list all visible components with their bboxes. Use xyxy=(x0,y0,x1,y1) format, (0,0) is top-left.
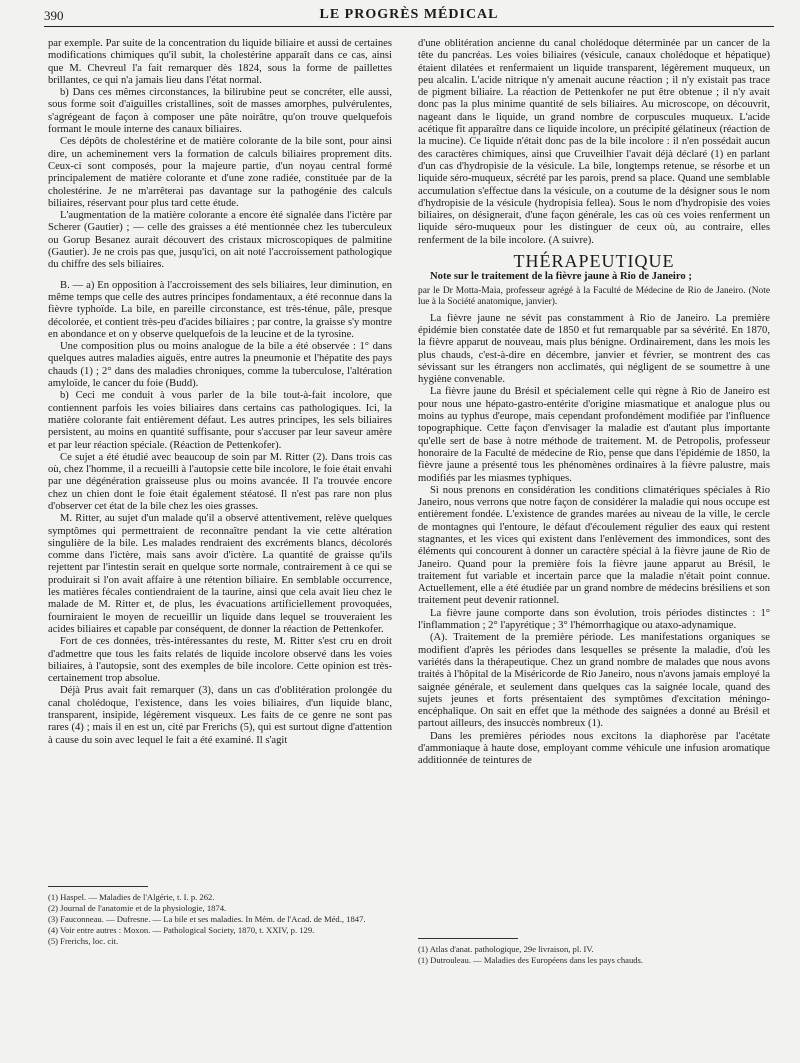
right-paragraph: La fièvre jaune ne sévit pas constamment à Rio de Janeiro. La première épidémie bien constatée date de 1850 et fut remarquable par sa sévérité. En 1870, la fièvre apparut de nouveau, mais plus bénigne. Ordinairement, dans les mois les plus chauds, c'est-à-dire en décembre, janvier et février, se montrent des cas sévissant sur les étrangers non acclimatés, qui négligent de se soumettre à une hygiène convenable. xyxy=(418,312,770,386)
article-title xyxy=(418,271,770,283)
footnote: (3) Fauconneau. — Dufresne. — La bile et ses maladies. In Mém. de l'Acad. de Méd., 1847. xyxy=(48,914,366,924)
footnote: (1) Haspel. — Maladies de l'Algérie, t. I. p. 262. xyxy=(48,892,215,902)
page-header xyxy=(44,6,774,27)
right-paragraph: (A). Traitement de la première période. Les manifestations organiques se modifient d'après les périodes dans lesquelles se présente la maladie, d'où les variétés dans la thérapeutique. Chez un grand nombre de malades que nous avons traités à l'hôpital de la Miséricorde de Rio Janeiro, nous n'avons jamais employé la saignée générale, et seulement dans quelques cas la saignée locale, quand des sujets jeunes et forts présentaient des symptômes d'excitation méningo-encéphalique. On sait en effet que la méthode des saignées a donné au Brésil et partout ailleurs, des insuccès nombreux (1). xyxy=(418,632,770,730)
footnote: (2) Journal de l'anatomie et de la physiologie, 1874. xyxy=(48,903,227,913)
left-footnote-rule xyxy=(48,886,148,887)
section-title: THÉRAPEUTIQUE xyxy=(513,251,675,272)
right-footnote-rule xyxy=(418,938,518,939)
right-column xyxy=(418,38,770,768)
page-number: 390 xyxy=(44,8,64,23)
footnote: (5) Frerichs, loc. cit. xyxy=(48,936,119,946)
right-paragraph: La fièvre jaune comporte dans son évolution, trois périodes distinctes : 1° l'inflammation ; 2° l'apyrétique ; 3° l'hémorrhagique ou ataxo-adynamique. xyxy=(418,607,770,632)
right-paragraph: La fièvre jaune du Brésil et spécialement celle qui règne à Rio de Janeiro est pour nous une hépato-gastro-entérite d'origine miasmatique et analogue plus ou moins au typhus d'europe, mais cependant profondément modifiée par l'influence topographique. Cette façon d'envisager la maladie est d'autant plus importante qu'elle sert de base à notre méthode de traitement. M. de Petropolis, professeur honoraire de la Faculté de médecine de Rio, pense que dans l'épidémie de 1850, la fièvre jaune a présenté tous les phénomènes ordinaires à la fièvre palustre, mais modifiés par les miasmes typhiques. xyxy=(418,386,770,484)
article-title-text: Note sur le traitement de la fièvre jaune à Rio de Janeiro ; xyxy=(430,271,692,283)
left-paragraph: Ce sujet a été étudié avec beaucoup de soin par M. Ritter (2). Dans trois cas où, chez l'homme, il a recueilli à l'autopsie cette bile incolore, le foie était envahi par une dégénération graisseuse plus ou moins avancée. Il l'a trouvée encore chez un chien dont le foie était également stéatosé. Il n'est pas rare non plus d'observer cet état de la bile chez les oies grasses. xyxy=(48,451,392,512)
footnote: (1) Dutrouleau. — Maladies des Européens dans les pays chauds. xyxy=(418,955,644,965)
left-paragraph: B. — a) En opposition à l'accroissement des sels biliaires, leur diminution, en même temps que celle des autres principes fondamentaux, a été reconnue dans la fièvre typhoïde. La bile, en pareille circonstance, est très-ténue, pâle, presque décolorée, et contient très-peu d'acides biliaires ; par contre, la graisse s'y montre en abondance et on y observe quelquefois de la leucine et de la tyrosine. xyxy=(48,279,392,340)
left-paragraph: Fort de ces données, très-intéressantes du reste, M. Ritter s'est cru en droit d'admettre que tous les faits relatés de liquide incolore observé dans les voies biliaires, à l'autopsie, sont des exemples de bile incolore. Cette opinion est très-certainement trop absolue. xyxy=(48,636,392,685)
right-paragraph: d'une oblitération ancienne du canal cholédoque déterminée par un cancer de la tête du pancréas. Les voies biliaires (vésicule, canaux cholédoque et hépatique) étaient dilatées et renfermaient un liquide transparent, légèrement muqueux, un peu alcalin. L'acide nitrique n'y amenait aucune réaction ; il n'y existait pas trace de pigment biliaire. La réaction de Pettenkofer ne put être obtenue ; il n'y avait donc pas la plus minime quantité de sels biliaires. Au microscope, on découvrit, nageant dans le liquide, un grand nombre de corpuscules muqueux. L'acide acétique fit apparaître dans ce liquide incolore, un précipité gélatineux (réaction de la mucine). Ce liquide n'était donc pas de la bile incolore : il n'en possédait aucun des caractères chimiques, ainsi que Cruveilhier l'avait déjà déclaré (1) en parlant d'un cas d'hydropisie de la vésicule. La bile, longtemps retenue, se résorbe et un liquide séro-muqueux, sécrété par les parois, prend sa place. Quand une semblable accumulation s'effectue dans la vésicule, on a coutume de la désigner sous le nom d'hydropisie de la vésicule (hydropisia fellea). Sous le nom d'hydropisie des voies biliaires, on désignerait, d'une façon générale, les cas où ces voies renferment un liquide séro-muqueux pour les distinguer de ceux où, au contraire, elles renferment de la bile incolore. (A suivre). xyxy=(418,38,770,246)
right-paragraph: Dans les premières périodes nous excitons la diaphorèse par l'acétate d'ammoniaque à haute dose, employant comme véhicule une infusion aromatique additionnée de teintures de xyxy=(418,730,770,767)
right-paragraph: Si nous prenons en considération les conditions climatériques spéciales à Rio Janeiro, nous verrons que notre façon de considérer la maladie qui nous occupe est entièrement fondée. L'existence de grandes marées au niveau de la ville, le cercle de montagnes qui l'entoure, le défaut d'écoulement régulier des eaux qui restent stagnantes, et les vices qui existent dans l'enlèvement des immondices, sont des éléments qui concourent à donner un caractère spécial à la fièvre jaune de Rio de Janeiro. Quand pour la première fois la fièvre jaune apparut au Brésil, le traitement fut variable et incertain parce que la maladie n'était point connue. Actuellement, elle a été étudiée par un grand nombre de médecins brésiliens et son traitement peut devenir rationnel. xyxy=(418,484,770,607)
left-paragraph: Une composition plus ou moins analogue de la bile a été observée : 1° dans quelques autres maladies aiguës, entre autres la pneumonie et l'hépatite des pays chauds (1) ; 2° dans des maladies chroniques, comme la tuberculose, l'altération amyloïde, le cancer du foie (Budd). xyxy=(48,341,392,390)
left-column xyxy=(48,38,392,747)
left-paragraph: L'augmentation de la matière colorante a encore été signalée dans l'ictère par Scherer (Gautier) ; — celle des graisses a été mentionnée chez les tuberculeux ou Gorup Besanez aurait découvert des cristaux microscopiques de palmitine (Gautier). Je ne crois pas que, jusqu'ici, on ait noté l'accroissement pathologique du chiffre des sels biliaires. xyxy=(48,210,392,271)
left-paragraph: b) Ceci me conduit à vous parler de la bile tout-à-fait incolore, que contiennent parfois les voies biliaires dans certains cas pathologiques. Ici, la matière colorante fait entièrement défaut. Les autres principes, les sels biliaires persistent, au moins en quantité suffisante, pour s'accuser par leur saveur amère et par leur réaction spéciale. (Réaction de Pettenkofer). xyxy=(48,390,392,451)
journal-title: LE PROGRÈS MÉDICAL xyxy=(319,7,499,22)
left-paragraph: par exemple. Par suite de la concentration du liquide biliaire et aussi de certaines modifications chimiques qu'il subit, la cholestérine apparaît dans ce cas, ainsi que M. Chevreul l'a fait remarquer dès 1824, sous la forme de paillettes brillantes, ce qui n'a jamais lieu dans l'état normal. xyxy=(48,38,392,86)
left-paragraph: b) Dans ces mêmes circonstances, la bilirubine peut se concréter, elle aussi, sous forme soit d'aiguilles cristallines, soit de masses amorphes, pulvérulentes, s'agrégeant de façon à composer une pâte noirâtre, qu'on trouve quelquefois formant le moule interne des canaux biliaires. xyxy=(48,87,392,136)
left-paragraph: Déjà Prus avait fait remarquer (3), dans un cas d'oblitération prolongée du canal cholédoque, l'existence, dans les voies biliaires, d'un liquide blanc, transparent, insipide, légèrement visqueux. Les faits de ce genre ne sont pas rares (4) ; mais il en est un, cité par Frerichs (5), qui est surtout digne d'attention à cause du soin avec lequel le fait a été examiné. Il s'agit xyxy=(48,685,392,746)
right-footnotes xyxy=(418,944,770,966)
left-paragraph: Ces dépôts de cholestérine et de matière colorante de la bile sont, pour ainsi dire, un acheminement vers la formation de calculs biliaires proprement dits. Ceux-ci sont composés, pour la majeure partie, d'un noyau central formé principalement de matière colorante et d'une zone radiée, constituée par de la cholestérine. Je ne m'arrêterai pas davantage sur la pathogénie des calculs biliaires, réservant pour plus tard cette étude. xyxy=(48,136,392,209)
left-paragraph: M. Ritter, au sujet d'un malade qu'il a observé attentivement, relève quelques symptômes qui permettraient de reconnaître pendant la vie cette altération singulière de la bile. Les malades rendraient des excréments blancs, décolorés comme dans l'ictère, mais sans avoir d'ictère. La quantité de graisse qu'ils rejettent par l'intestin serait en quelque sorte normale, contrairement à ce qui se produirait si l'on avait affaire à une rétention biliaire. En semblable occurrence, les matières fécales contiendraient de la taurine, ainsi que cela avait lieu chez le malade de M. Ritter et, de plus, les évacuations artificiellement provoquées, fourniraient le moyen de recueillir un liquide dans lequel se trouveraient les acides biliaires et capable par conséquent, de donner la réaction de Pettenkofer. xyxy=(48,513,392,635)
article-byline: par le Dr Motta-Maia, professeur agrégé à la Faculté de Médecine de Rio de Janeiro. (Note lue à la Société anatomique, janvier). xyxy=(418,285,770,307)
footnote: (1) Atlas d'anat. pathologique, 29e livraison, pl. IV. xyxy=(418,944,594,954)
footnote: (4) Voir entre autres : Moxon. — Pathological Society, 1870, t. XXIV, p. 129. xyxy=(48,925,315,935)
left-footnotes xyxy=(48,892,392,947)
